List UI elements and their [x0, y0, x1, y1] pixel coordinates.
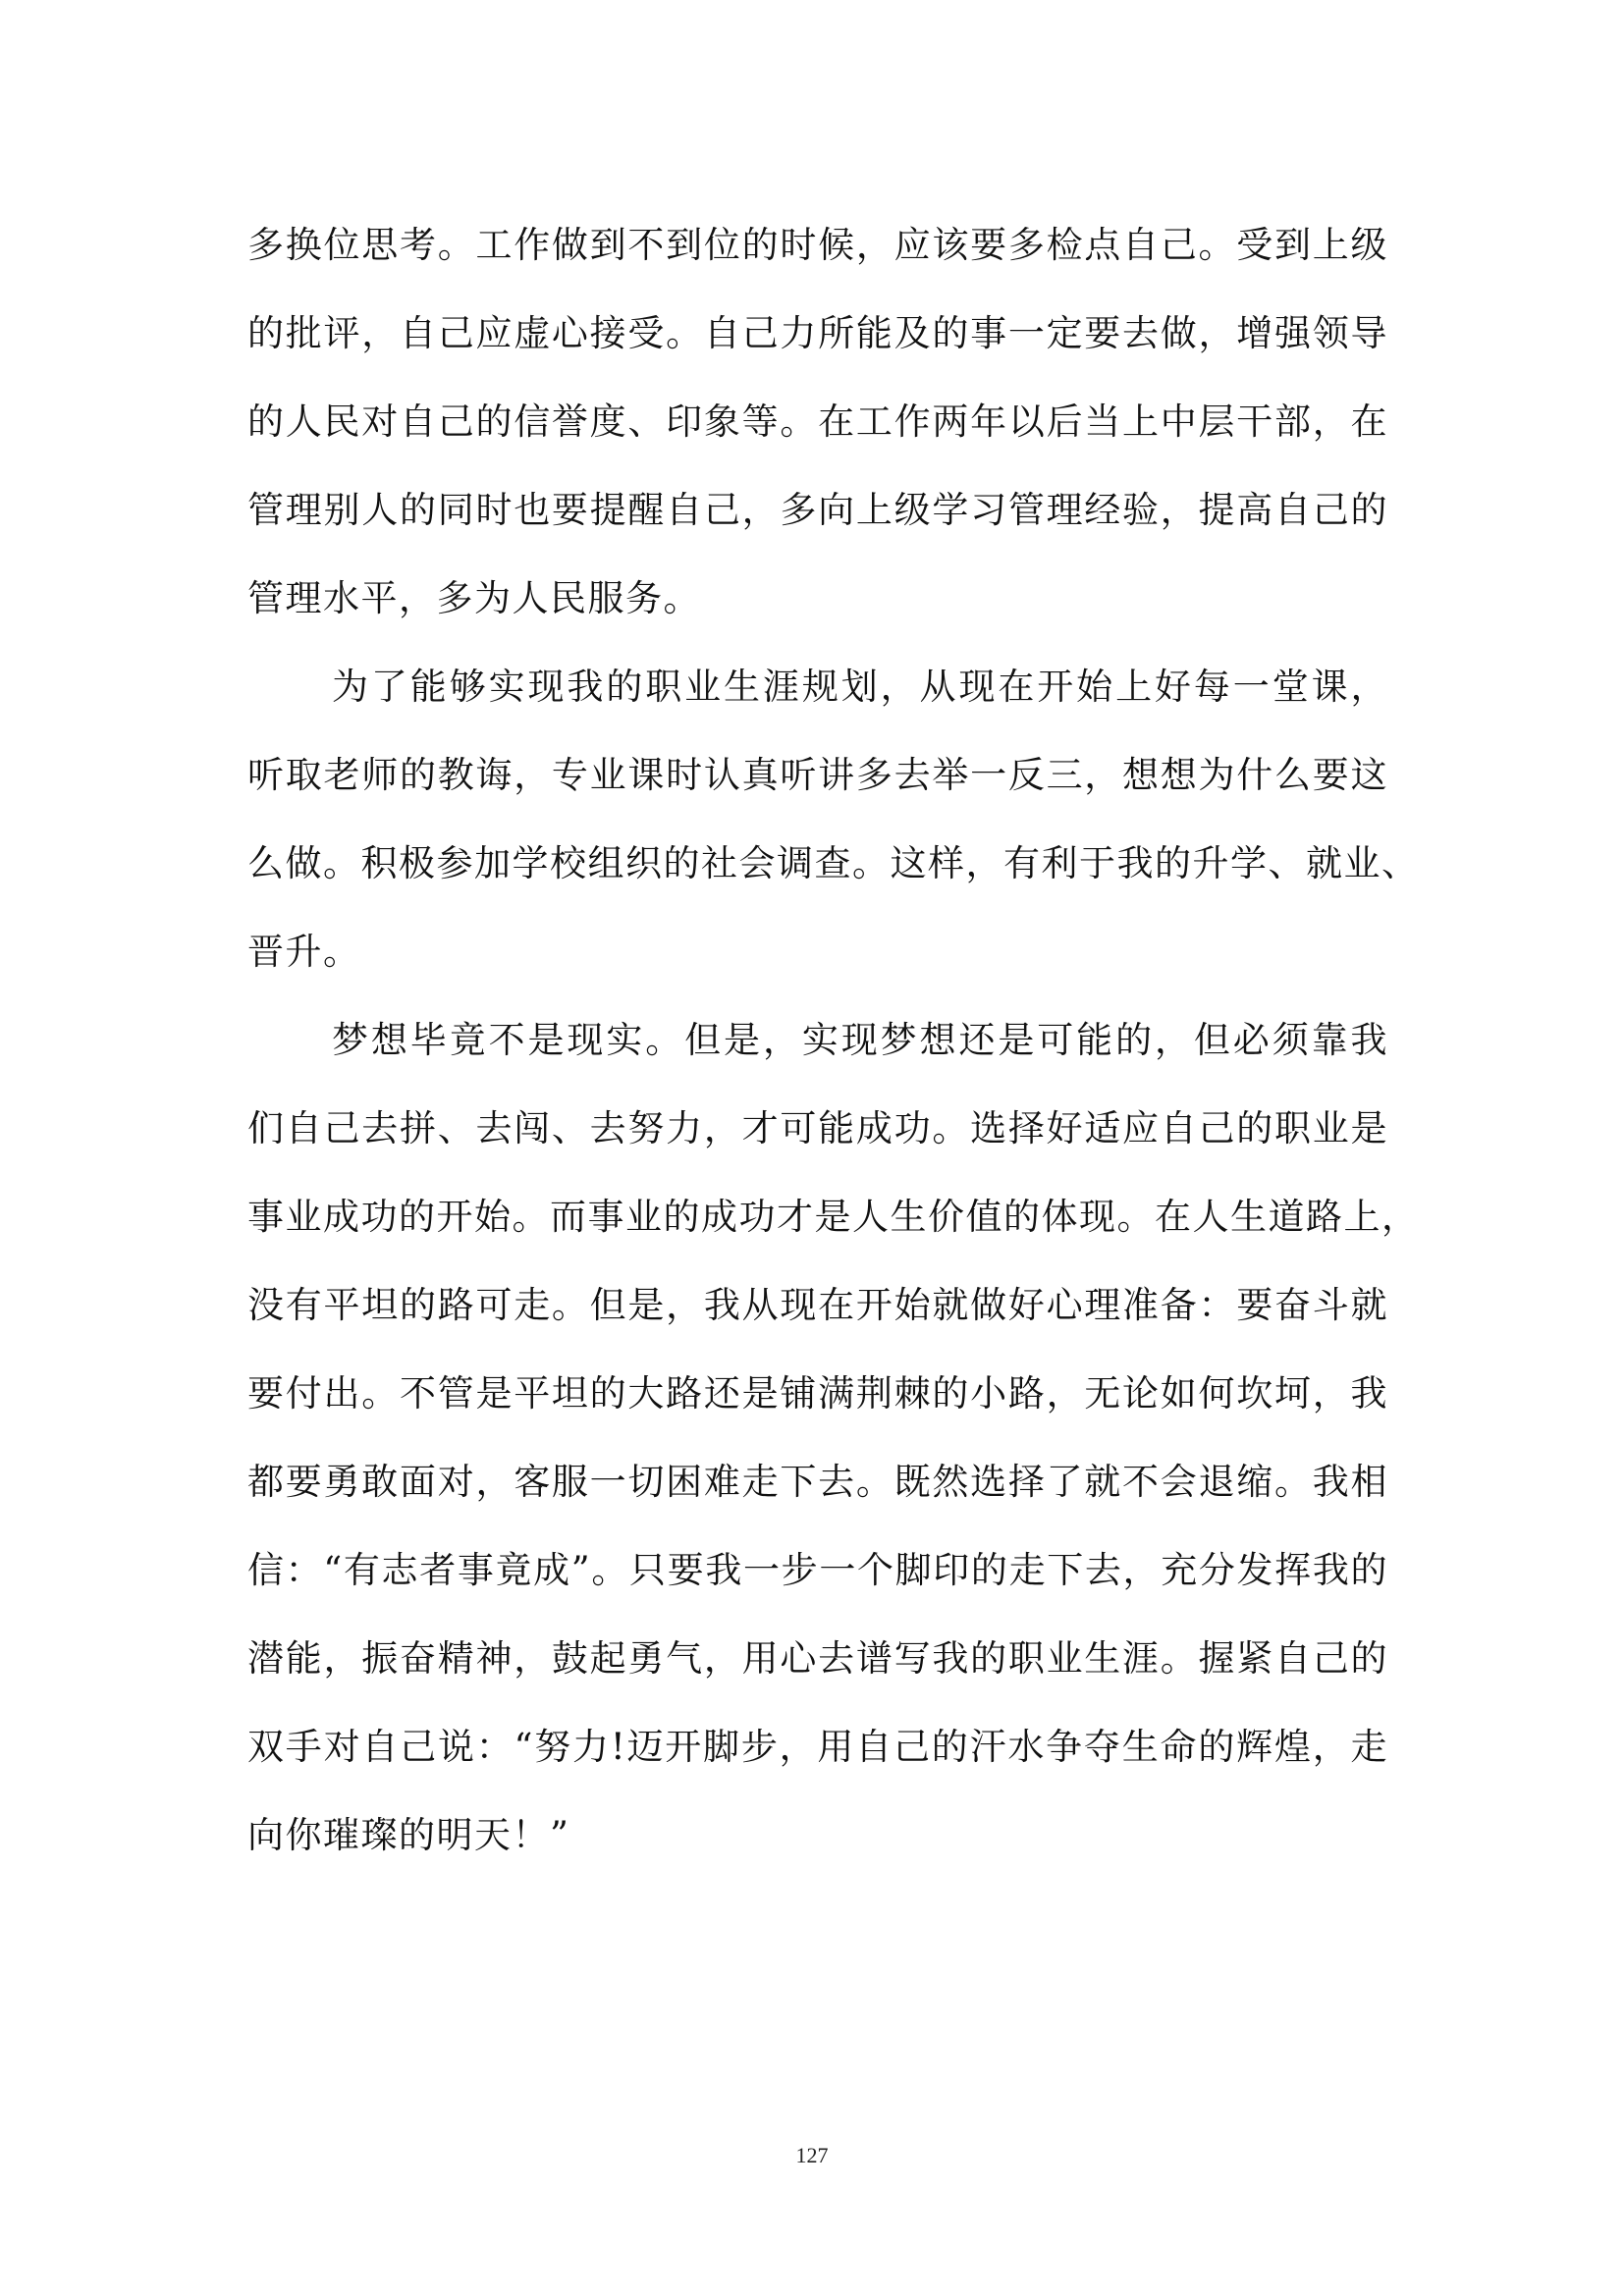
paragraph-3-line-8: 潜能，振奋精神，鼓起勇气，用心去谱写我的职业生涯。握紧自己的	[247, 1637, 1388, 1680]
paragraph-3-line-9: 双手对自己说：“努力!迈开脚步，用自己的汗水争夺生命的辉煌，走	[247, 1726, 1388, 1768]
paragraph-1-line-5: 管理水平，多为人民服务。	[247, 577, 701, 619]
paragraph-3-line-4: 没有平坦的路可走。但是，我从现在开始就做好心理准备：要奋斗就	[247, 1284, 1388, 1326]
paragraph-2-line-1: 为了能够实现我的职业生涯规划，从现在开始上好每一堂课，	[332, 666, 1388, 708]
paragraph-3-line-1: 梦想毕竟不是现实。但是，实现梦想还是可能的，但必须靠我	[332, 1019, 1388, 1061]
paragraph-2-line-2: 听取老师的教诲，专业课时认真听讲多去举一反三，想想为什么要这	[247, 754, 1388, 796]
paragraph-2-line-3: 么做。积极参加学校组织的社会调查。这样，有利于我的升学、就业、	[247, 842, 1420, 884]
paragraph-2-line-4: 晋升。	[247, 931, 361, 973]
paragraph-3-line-3: 事业成功的开始。而事业的成功才是人生价值的体现。在人生道路上，	[247, 1196, 1420, 1238]
paragraph-3-line-10: 向你璀璨的明天！”	[247, 1814, 570, 1856]
paragraph-1-line-2: 的批评，自己应虚心接受。自己力所能及的事一定要去做，增强领导	[247, 312, 1388, 354]
paragraph-1-line-3: 的人民对自己的信誉度、印象等。在工作两年以后当上中层干部，在	[247, 400, 1388, 443]
paragraph-3-line-6: 都要勇敢面对，客服一切困难走下去。既然选择了就不会退缩。我相	[247, 1461, 1388, 1503]
paragraph-1-line-1: 多换位思考。工作做到不到位的时候，应该要多检点自己。受到上级	[247, 224, 1388, 266]
page-number: 127	[795, 2143, 829, 2167]
paragraph-3-line-5: 要付出。不管是平坦的大路还是铺满荆棘的小路，无论如何坎坷，我	[247, 1372, 1388, 1415]
body-text	[247, 210, 1420, 1889]
paragraph-1-line-4: 管理别人的同时也要提醒自己，多向上级学习管理经验，提高自己的	[247, 489, 1388, 531]
paragraph-3-line-2: 们自己去拼、去闯、去努力，才可能成功。选择好适应自己的职业是	[247, 1107, 1388, 1149]
paragraph-3-line-7: 信：“有志者事竟成”。只要我一步一个脚印的走下去，充分发挥我的	[247, 1549, 1388, 1591]
